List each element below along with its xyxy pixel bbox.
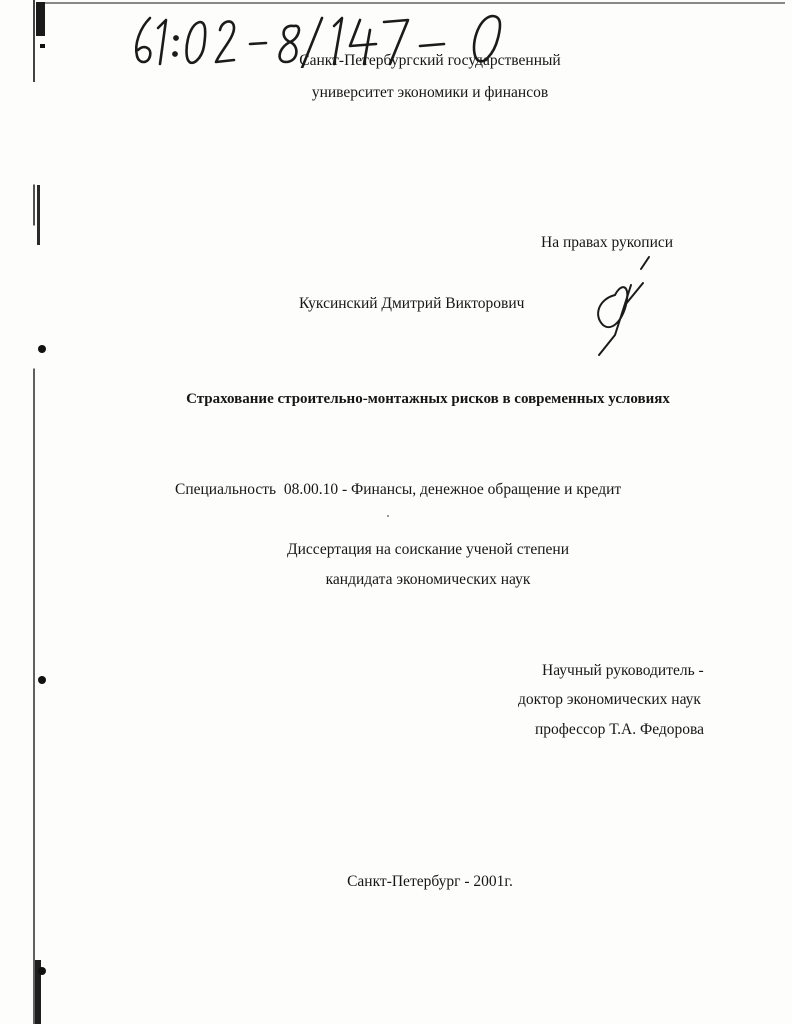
dissertation-title: Страхование строительно-монтажных рисков в современных условиях <box>186 391 670 407</box>
scan-border-mark-middle <box>37 185 40 245</box>
specialty-line <box>175 480 621 500</box>
binding-hole-dot <box>38 345 46 353</box>
institution-line-2: университет экономики и финансов <box>311 84 549 101</box>
degree-line-1: Диссертация на соискание ученой степени <box>287 541 569 558</box>
scan-speck <box>40 44 45 48</box>
scan-speck <box>387 515 389 517</box>
binding-hole-dot <box>38 676 46 684</box>
place-and-year: Санкт-Петербург - 2001г. <box>347 873 513 890</box>
supervisor-role: Научный руководитель - <box>542 662 704 679</box>
rights-notice: На правах рукописи <box>541 234 674 251</box>
binding-hole-dot <box>38 967 46 975</box>
scan-border-mark-top <box>36 2 45 36</box>
scan-border-top <box>45 2 785 4</box>
scan-border-left <box>33 0 35 1024</box>
institution-line-1: Санкт-Петербургский государственный <box>299 52 561 69</box>
supervisor-degree: доктор экономических наук <box>518 691 701 708</box>
specialty-code: 08.00.10 <box>283 481 339 498</box>
author-name: Куксинский Дмитрий Викторович <box>299 295 525 312</box>
author-signature <box>585 255 655 365</box>
specialty-name: - Финансы, денежное обращение и кредит <box>341 481 622 498</box>
degree-line-2: кандидата экономических наук <box>325 571 531 588</box>
supervisor-name: профессор Т.А. Федорова <box>535 721 705 738</box>
specialty-label: Специальность <box>175 481 277 498</box>
